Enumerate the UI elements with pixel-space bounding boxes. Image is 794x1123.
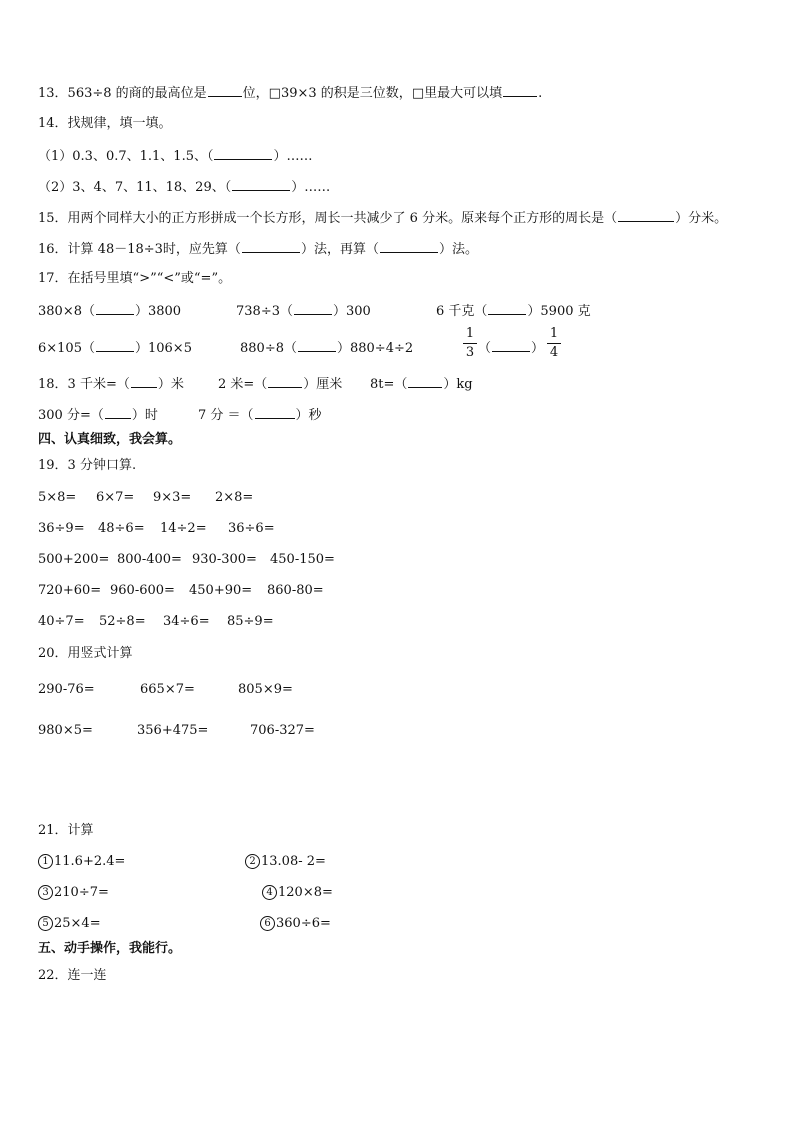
calc-problem — [38, 854, 125, 870]
calc-problem — [260, 916, 331, 932]
vertical-problem: 665×7= — [140, 682, 195, 697]
vertical-problem: 980×5= — [38, 723, 93, 738]
conversion-item: 300 分=（ ）时 — [38, 408, 158, 423]
calc-expression: 11.6+2.4= — [54, 854, 126, 869]
question-14-line-2: （2）3、4、7、11、18、29、（ ）…… — [38, 180, 331, 195]
oral-problem: 40÷7= — [38, 614, 85, 629]
circled-number: 5 — [38, 916, 53, 931]
question-15: 15．用两个同样大小的正方形拼成一个长方形，周长一共减少了 6 分米。原来每个正方形的周长是（ ）分米。 — [38, 211, 728, 226]
conversion-item: 2 米=（ ）厘米 — [218, 377, 343, 392]
calc-expression: 13.08- 2= — [261, 854, 326, 869]
circled-number: 4 — [262, 885, 277, 900]
oral-problem: 450+90= — [189, 583, 253, 598]
oral-problem: 36÷6= — [228, 521, 275, 536]
answer-blank[interactable] — [96, 339, 134, 352]
oral-problem: 930-300= — [192, 552, 257, 567]
question-13: 13．563÷8 的商的最高位是 位，□39×3 的积是三位数，□里最大可以填 . — [38, 86, 543, 101]
compare-item: 880÷8（ ）880÷4÷2 — [240, 341, 414, 356]
oral-problem: 9×3= — [153, 490, 192, 505]
answer-blank[interactable] — [268, 375, 302, 388]
compare-item: 6×105（ ）106×5 — [38, 341, 192, 356]
question-21-title: 21．计算 — [38, 823, 94, 838]
oral-problem: 36÷9= — [38, 521, 85, 536]
question-14-line-1: （1）0.3、0.7、1.1、1.5、（ ）…… — [38, 149, 313, 164]
question-16: 16．计算 48－18÷3时，应先算（ ）法，再算（ ）法。 — [38, 242, 478, 257]
compare-item: 380×8（ ）3800 — [38, 304, 182, 319]
oral-problem: 800-400= — [117, 552, 182, 567]
vertical-problem: 706-327= — [250, 723, 315, 738]
circled-number: 3 — [38, 885, 53, 900]
oral-problem: 960-600= — [110, 583, 175, 598]
section-heading-5: 五、动手操作，我能行。 — [38, 941, 182, 956]
compare-item: 6 千克（ ）5900 克 — [436, 304, 591, 319]
answer-blank[interactable] — [488, 302, 526, 315]
vertical-problem: 356+475= — [137, 723, 209, 738]
oral-problem: 48÷6= — [98, 521, 145, 536]
answer-blank[interactable] — [255, 406, 295, 419]
oral-problem: 720+60= — [38, 583, 102, 598]
answer-blank[interactable] — [618, 209, 674, 222]
oral-problem: 5×8= — [38, 490, 77, 505]
answer-blank[interactable] — [298, 339, 336, 352]
conversion-item: 18．3 千米=（ ）米 — [38, 377, 184, 392]
question-19-title: 19．3 分钟口算. — [38, 458, 137, 473]
compare-item: （ ） — [478, 341, 545, 356]
answer-blank[interactable] — [214, 147, 272, 160]
circled-number: 6 — [260, 916, 275, 931]
compare-item: 738÷3（ ）300 — [236, 304, 371, 319]
oral-problem: 85÷9= — [227, 614, 274, 629]
oral-problem: 2×8= — [215, 490, 254, 505]
oral-problem: 14÷2= — [160, 521, 207, 536]
answer-blank[interactable] — [105, 406, 131, 419]
oral-problem: 860-80= — [267, 583, 324, 598]
answer-blank[interactable] — [208, 84, 242, 97]
calc-problem — [262, 885, 333, 901]
question-22-title: 22．连一连 — [38, 968, 107, 983]
answer-blank[interactable] — [242, 240, 300, 253]
vertical-problem: 805×9= — [238, 682, 293, 697]
fraction-one-quarter: 1 4 — [547, 327, 561, 360]
answer-blank[interactable] — [380, 240, 438, 253]
fraction-one-third: 1 3 — [463, 327, 477, 360]
answer-blank[interactable] — [408, 375, 442, 388]
vertical-problem: 290-76= — [38, 682, 95, 697]
oral-problem: 34÷6= — [163, 614, 210, 629]
calc-expression: 120×8= — [278, 885, 333, 900]
answer-blank[interactable] — [492, 339, 530, 352]
circled-number: 2 — [245, 854, 260, 869]
answer-blank[interactable] — [131, 375, 157, 388]
conversion-item: 7 分 ＝（ ）秒 — [198, 408, 322, 423]
conversion-item: 8t=（ ）kg — [370, 377, 473, 392]
answer-blank[interactable] — [96, 302, 134, 315]
oral-problem: 450-150= — [270, 552, 335, 567]
oral-problem: 500+200= — [38, 552, 110, 567]
oral-problem: 6×7= — [96, 490, 135, 505]
answer-blank[interactable] — [232, 178, 290, 191]
calc-expression: 360÷6= — [276, 916, 331, 931]
calc-problem — [38, 916, 101, 932]
answer-blank[interactable] — [503, 84, 537, 97]
answer-blank[interactable] — [294, 302, 332, 315]
section-heading-4: 四、认真细致，我会算。 — [38, 432, 182, 447]
calc-expression: 25×4= — [54, 916, 101, 931]
calc-problem — [245, 854, 326, 870]
calc-expression: 210÷7= — [54, 885, 109, 900]
question-20-title: 20．用竖式计算 — [38, 646, 133, 661]
oral-problem: 52÷8= — [99, 614, 146, 629]
calc-problem — [38, 885, 109, 901]
question-14-title: 14．找规律，填一填。 — [38, 116, 172, 131]
question-17-title: 17．在括号里填“>”“<”或“=”。 — [38, 271, 232, 286]
circled-number: 1 — [38, 854, 53, 869]
